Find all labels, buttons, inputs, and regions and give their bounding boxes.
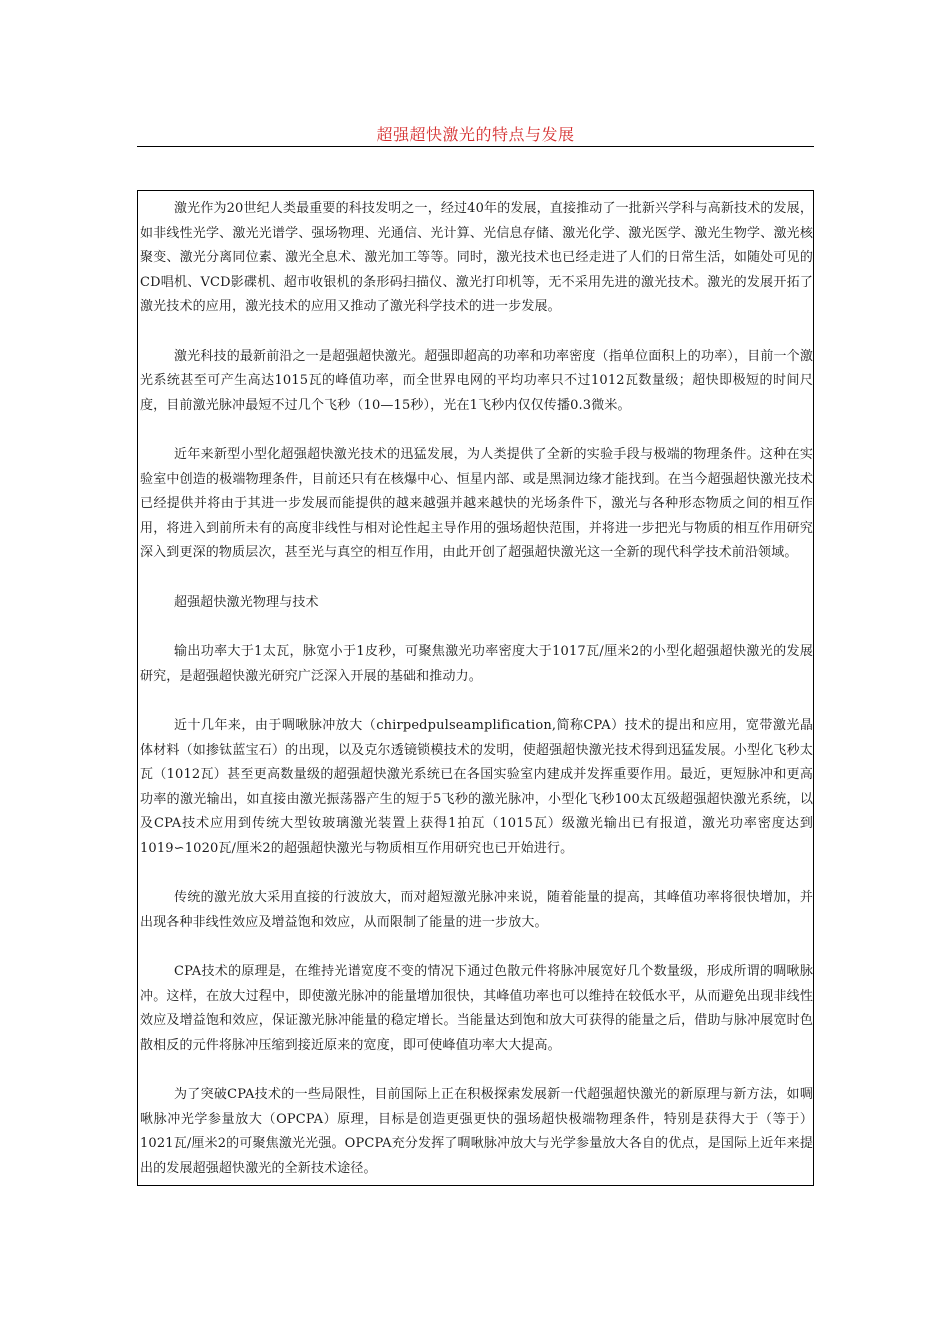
paragraph-traditional-amplification: 传统的激光放大采用直接的行波放大，而对超短激光脉冲来说，随着能量的提高，其峰值功率将很快增加，并出现各种非线性效应及增益饱和效应，从而限制了能量的进一步放大。 — [140, 890, 813, 930]
title-underline — [137, 146, 814, 147]
section-heading: 超强超快激光物理与技术 — [174, 594, 319, 610]
content-frame — [137, 190, 814, 1186]
paragraph-intro: 激光作为20世纪人类最重要的科技发明之一，经过40年的发展，直接推动了一批新兴学科与高新技术的发展，如非线性光学、激光光谱学、强场物理、光通信、光计算、光信息存储、激光化学、激光医学、激光生物学、激光核聚变、激光分离同位素、激光全息术、激光加工等等。同时，激光技术也已经走进了人们的日常生活，如随处可见的CD唱机、VCD影碟机、超市收银机的条形码扫描仪、激光打印机等，无不采用先进的激光技术。激光的发展开拓了激光技术的应用，激光技术的应用又推动了激光科学技术的进一步发展。 — [140, 201, 813, 314]
document-title: 超强超快激光的特点与发展 — [376, 125, 575, 144]
paragraph-frontier: 激光科技的最新前沿之一是超强超快激光。超强即超高的功率和功率密度（指单位面积上的功率），目前一个激光系统甚至可产生高达1015瓦的峰值功率，而全世界电网的平均功率只不过1012瓦数量级；超快即极短的时间尺度，目前激光脉冲最短不过几个飞秒（10—15秒），光在1飞秒内仅仅传播0.3微米。 — [140, 348, 813, 413]
paragraph-development: 近年来新型小型化超强超快激光技术的迅猛发展，为人类提供了全新的实验手段与极端的物理条件。这种在实验室中创造的极端物理条件，目前还只有在核爆中心、恒星内部、或是黑洞边缘才能找到。在当今超强超快激光技术已经提供并将由于其进一步发展而能提供的越来越强并越来越快的光场条件下，激光与各种形态物质之间的相互作用，将进入到前所未有的高度非线性与相对论性起主导作用的强场超快范围，并将进一步把光与物质的相互作用研究深入到更深的物质层次，甚至光与真空的相互作用，由此开创了超强超快激光这一全新的现代科学技术前沿领域。 — [140, 447, 813, 560]
paragraph-output-power: 输出功率大于1太瓦，脉宽小于1皮秒，可聚焦激光功率密度大于1017瓦/厘米2的小型化超强超快激光的发展研究，是超强超快激光研究广泛深入开展的基础和推动力。 — [140, 644, 813, 684]
paragraph-opcpa: 为了突破CPA技术的一些局限性，目前国际上正在积极探索发展新一代超强超快激光的新原理与新方法，如啁啾脉冲光学参量放大（OPCPA）原理，目标是创造更强更快的强场超快极端物理条件，特别是获得大于（等于）1021瓦/厘米2的可聚焦激光光强。OPCPA充分发挥了啁啾脉冲放大与光学参量放大各自的优点，是国际上近年来提出的发展超强超快激光的全新技术途径。 — [140, 1087, 813, 1176]
paragraph-cpa-history: 近十几年来，由于啁啾脉冲放大（chirpedpulseamplification,简称CPA）技术的提出和应用，宽带激光晶体材料（如掺钛蓝宝石）的出现，以及克尔透镜锁模技术的发明，使超强超快激光技术得到迅猛发展。小型化飞秒太瓦（1012瓦）甚至更高数量级的超强超快激光系统已在各国实验室内建成并发挥重要作用。最近，更短脉冲和更高功率的激光输出，如直接由激光振荡器产生的短于5飞秒的激光脉冲，小型化飞秒100太瓦级超强超快激光系统，以及CPA技术应用到传统大型钕玻璃激光装置上获得1拍瓦（1015瓦）级激光输出已有报道，激光功率密度达到1019∽1020瓦/厘米2的超强超快激光与物质相互作用研究也已开始进行。 — [140, 718, 813, 856]
paragraph-cpa-principle: CPA技术的原理是，在维持光谱宽度不变的情况下通过色散元件将脉冲展宽好几个数量级，形成所谓的啁啾脉冲。这样，在放大过程中，即使激光脉冲的能量增加很快，其峰值功率也可以维持在较低水平，从而避免出现非线性效应及增益饱和效应，保证激光脉冲能量的稳定增长。当能量达到饱和放大可获得的能量之后，借助与脉冲展宽时色散相反的元件将脉冲压缩到接近原来的宽度，即可使峰值功率大大提高。 — [140, 964, 813, 1053]
content-body — [138, 191, 813, 1181]
